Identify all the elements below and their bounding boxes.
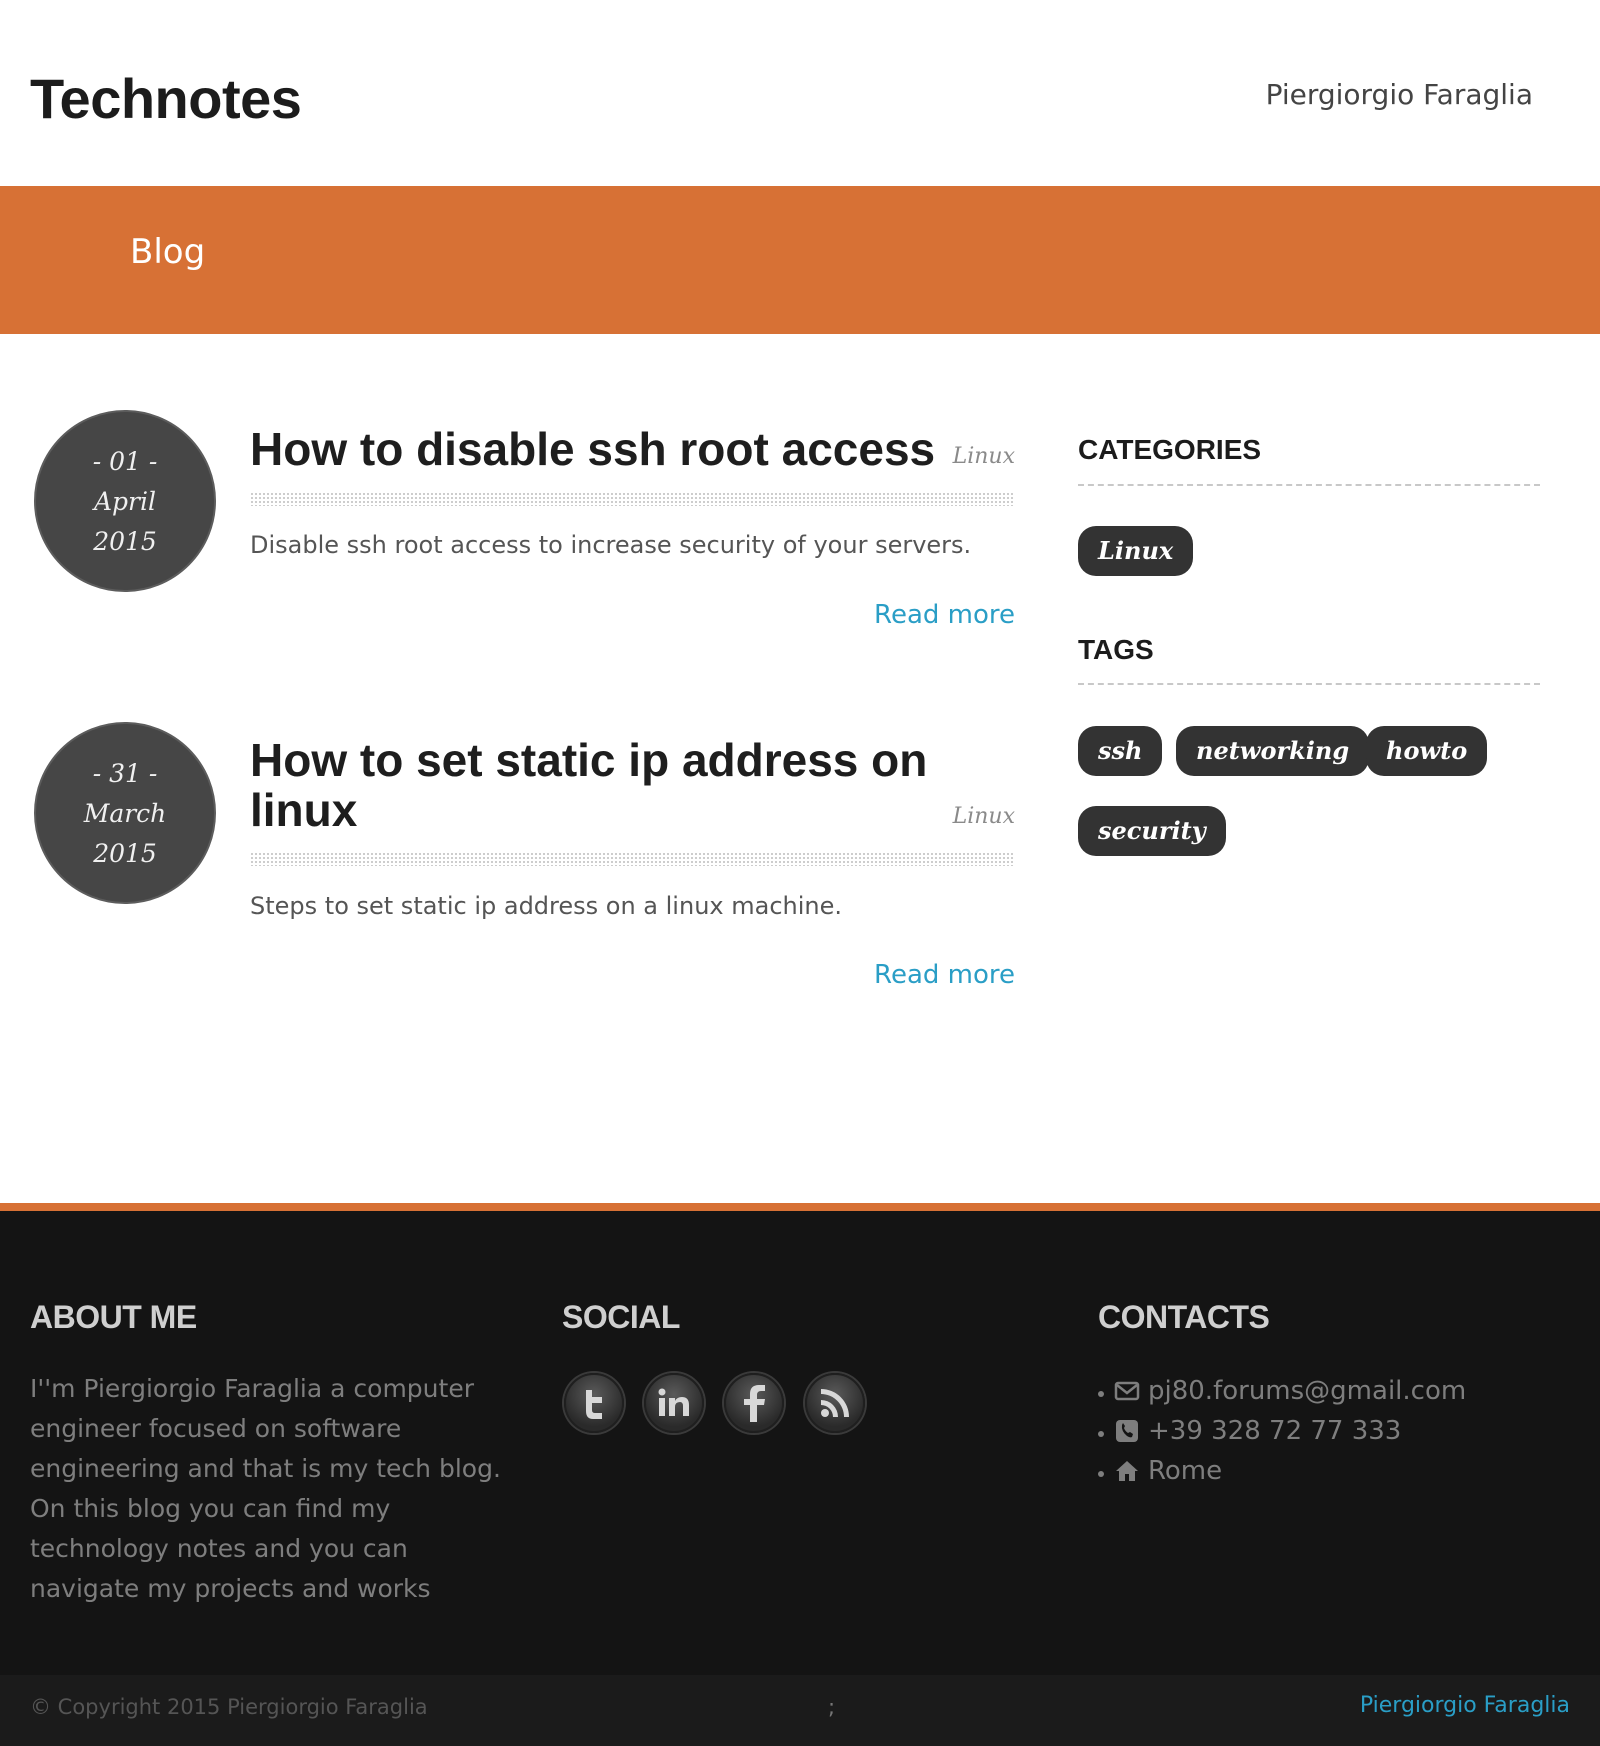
post-title-line: linux [250,784,358,836]
post-date-month: March [83,799,167,828]
about-heading: ABOUT ME [30,1299,197,1335]
site-header [0,0,1600,186]
post-date-badge [34,410,216,592]
categories-divider [1078,484,1540,486]
tags-divider [1078,683,1540,685]
rss-icon[interactable] [805,1373,865,1433]
post-excerpt: Disable ssh root access to increase security of your servers. [250,531,972,559]
tags-heading: TAGS [1078,634,1154,665]
about-text: I''m Piergiorgio Faraglia a computer engineer focused on software engineering and that is my tech blog. On this blog you can find my technology notes and you can navigate my projects and works [30,1374,501,1603]
phone-icon [1114,1418,1140,1444]
tag-pill-howto[interactable]: howto [1366,726,1487,776]
facebook-icon[interactable] [724,1373,784,1433]
list-bullet [1098,1471,1104,1477]
post-date-month: April [94,487,156,516]
list-bullet [1098,1431,1104,1437]
contact-phone [1098,1411,1466,1451]
contacts-list [1098,1371,1466,1491]
social-heading: SOCIAL [562,1299,680,1335]
contact-location-text: Rome [1148,1456,1223,1486]
contacts-heading: CONTACTS [1098,1299,1270,1335]
post-title-link[interactable]: How to disable ssh root access [250,423,936,475]
post-title-link[interactable] [250,735,927,835]
post-date-day: - 01 - [92,447,158,476]
linkedin-icon[interactable] [644,1373,704,1433]
post-category-link[interactable]: Linux [952,444,1015,469]
bottom-separator: ; [828,1695,836,1719]
contact-location [1098,1451,1466,1491]
footer-accent-line [0,1203,1600,1211]
site-footer [0,1211,1600,1675]
read-more-link[interactable]: Read more [874,600,1015,630]
post-date-badge [34,722,216,904]
post-excerpt: Steps to set static ip address on a linux machine. [250,892,842,920]
bottom-author-link[interactable]: Piergiorgio Faraglia [1359,1693,1570,1718]
contact-email [1098,1371,1466,1411]
post-title-line: How to set static ip address on [250,734,928,786]
copyright-text: © Copyright 2015 Piergiorgio Faraglia [30,1695,428,1719]
post-title-divider [250,852,1015,866]
post-date-year: 2015 [93,839,157,868]
site-title[interactable]: Technotes [30,67,302,130]
page-title: Blog [130,232,206,272]
post-category-link[interactable]: Linux [952,804,1015,829]
twitter-icon[interactable] [564,1373,624,1433]
page-banner [0,186,1600,334]
contact-phone-text: +39 328 72 77 333 [1148,1416,1402,1446]
bottom-bar [0,1675,1600,1746]
list-bullet [1098,1391,1104,1397]
tag-pill-security[interactable]: security [1078,806,1226,856]
envelope-icon [1114,1378,1140,1404]
home-icon [1114,1458,1140,1484]
post-date-year: 2015 [93,527,157,556]
post-title-divider [250,492,1015,506]
contact-email-link[interactable]: pj80.forums@gmail.com [1148,1376,1467,1406]
author-nav-link[interactable]: Piergiorgio Faraglia [1265,78,1533,111]
post-date-day: - 31 - [92,759,158,788]
categories-heading: CATEGORIES [1078,434,1262,465]
tag-pill-ssh[interactable]: ssh [1078,726,1162,776]
tag-pill-networking[interactable]: networking [1176,726,1369,776]
read-more-link[interactable]: Read more [874,960,1015,990]
category-pill-linux[interactable]: Linux [1078,526,1193,576]
